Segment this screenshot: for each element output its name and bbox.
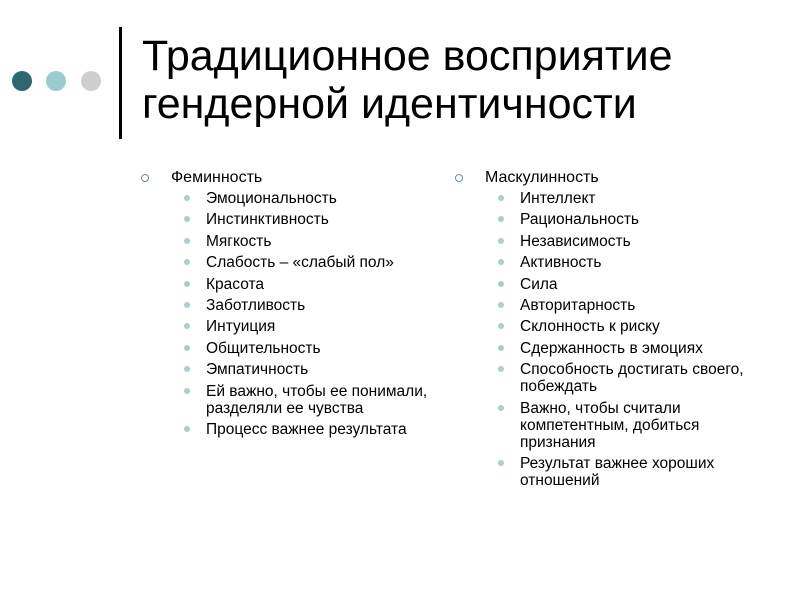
list-item <box>206 211 440 228</box>
dot-bullet-icon <box>184 238 190 244</box>
list-item <box>206 340 440 357</box>
dot-bullet-icon <box>184 323 190 329</box>
list-item-text: Заботливость <box>206 296 306 314</box>
masculinity-column <box>454 168 754 493</box>
list-item <box>520 361 754 395</box>
list-item <box>206 190 440 207</box>
list-item <box>206 383 440 417</box>
list-item-text: Авторитарность <box>520 296 636 314</box>
list-item-text: Интеллект <box>520 190 596 207</box>
list-item <box>206 421 440 438</box>
masculinity-heading-label: Маскулинность <box>485 169 599 186</box>
list-item <box>206 318 440 335</box>
dot-bullet-icon <box>498 238 504 244</box>
slide-title <box>142 32 782 128</box>
dot-bullet-icon <box>498 366 504 372</box>
list-item-text: Эмоциональность <box>206 190 337 207</box>
list-item <box>206 233 440 250</box>
list-item <box>520 400 754 451</box>
dot-bullet-icon <box>184 259 190 265</box>
dot-bullet-icon <box>498 302 504 308</box>
list-item <box>520 340 754 357</box>
list-item <box>520 276 754 293</box>
list-item <box>520 254 754 271</box>
decorative-dot-light <box>46 71 66 91</box>
list-item-text: Независимость <box>520 232 631 250</box>
dot-bullet-icon <box>184 426 190 432</box>
ring-bullet-icon <box>141 174 149 182</box>
dot-bullet-icon <box>184 216 190 222</box>
list-item-text: Общительность <box>206 339 321 357</box>
decorative-dot-grey <box>81 71 101 91</box>
list-item <box>520 190 754 207</box>
dot-bullet-icon <box>184 302 190 308</box>
dot-bullet-icon <box>184 388 190 394</box>
list-item-text: Важно, чтобы считали компетентным, добиться признания <box>520 399 700 451</box>
dot-bullet-icon <box>184 345 190 351</box>
dot-bullet-icon <box>498 460 504 466</box>
list-item-text: Красота <box>206 275 265 293</box>
femininity-list <box>140 190 440 438</box>
dot-bullet-icon <box>498 323 504 329</box>
list-item-text: Мягкость <box>206 232 272 250</box>
list-item-text: Активность <box>520 254 602 272</box>
femininity-heading <box>140 168 440 188</box>
decorative-dots <box>12 71 104 93</box>
list-item-text: Склонность к риску <box>520 318 660 336</box>
slide-title-line-1: Традиционное восприятие <box>142 32 673 80</box>
dot-bullet-icon <box>184 195 190 201</box>
dot-bullet-icon <box>498 281 504 287</box>
femininity-column <box>140 168 440 442</box>
list-item <box>520 455 754 489</box>
dot-bullet-icon <box>498 345 504 351</box>
list-item-text: Способность достигать своего, побеждать <box>520 361 744 396</box>
masculinity-heading <box>454 168 754 188</box>
list-item <box>520 233 754 250</box>
dot-bullet-icon <box>498 259 504 265</box>
decorative-dot-dark <box>12 71 32 91</box>
list-item <box>520 318 754 335</box>
list-item-text: Эмпатичность <box>206 361 309 379</box>
dot-bullet-icon <box>184 281 190 287</box>
list-item <box>206 254 440 271</box>
list-item-text: Результат важнее хороших отношений <box>520 454 715 489</box>
dot-bullet-icon <box>184 366 190 372</box>
dot-bullet-icon <box>498 216 504 222</box>
slide-title-line-2: гендерной идентичности <box>142 80 637 128</box>
list-item-text: Рациональность <box>520 211 640 229</box>
list-item-text: Сила <box>520 275 558 293</box>
list-item-text: Ей важно, чтобы ее понимали, разделяли ее чувства <box>206 382 428 417</box>
femininity-heading-label: Феминность <box>171 169 263 186</box>
list-item-text: Инстинктивность <box>206 211 329 229</box>
list-item-text: Сдержанность в эмоциях <box>520 339 703 357</box>
list-item <box>206 361 440 378</box>
list-item <box>520 297 754 314</box>
title-divider <box>119 27 122 139</box>
dot-bullet-icon <box>498 195 504 201</box>
list-item <box>520 211 754 228</box>
list-item <box>206 276 440 293</box>
list-item-text: Интуиция <box>206 318 276 336</box>
dot-bullet-icon <box>498 405 504 411</box>
list-item-text: Процесс важнее результата <box>206 420 407 438</box>
masculinity-list <box>454 190 754 489</box>
list-item <box>206 297 440 314</box>
list-item-text: Слабость – «слабый пол» <box>206 254 394 272</box>
ring-bullet-icon <box>455 174 463 182</box>
